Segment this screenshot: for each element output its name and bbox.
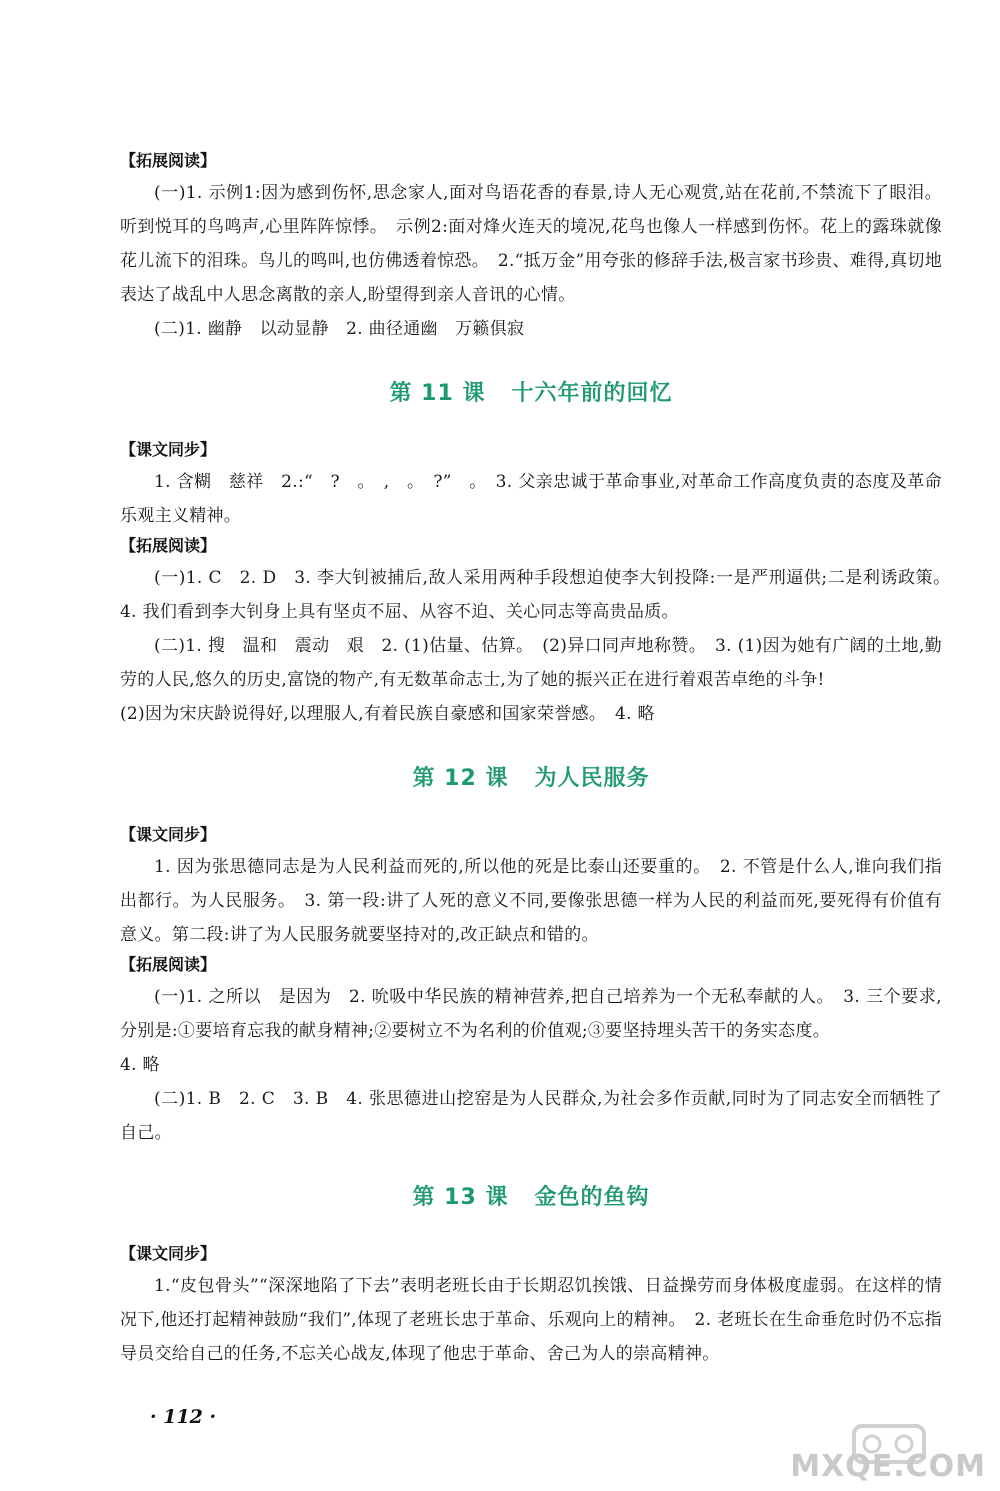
lesson-number: 第 12 课 — [412, 766, 509, 791]
section-tag: 【拓展阅读】 — [120, 536, 217, 555]
lesson-number: 第 11 课 — [389, 381, 486, 406]
paragraph: 1. 因为张思德同志是为人民利益而死的,所以他的死是比泰山还要重的。 2. 不管是什么人,谁向我们指出都行。为人民服务。 3. 第一段:讲了人死的意义不同,要像张思德一样为人民的利益而死,要死得有价值有意义。第二段:讲了为人民服务就要坚持对的,改正缺点和错的。 — [120, 857, 942, 945]
lesson-title: 十六年前的回忆 — [511, 381, 673, 406]
content-column — [120, 148, 960, 1371]
page-number: · 112 · — [150, 1406, 217, 1428]
lesson-number: 第 13 课 — [412, 1185, 509, 1210]
paragraph: (一)1. 之所以 是因为 2. 吮吸中华民族的精神营养,把自己培养为一个无私奉献的人。 3. 三个要求,分别是:①要培育忘我的献身精神;②要树立不为名利的价值观;③要坚持埋头苦干的务实态度。 — [120, 987, 942, 1041]
lesson-title: 金色的鱼钩 — [534, 1185, 650, 1210]
paragraph: 1. 含糊 慈祥 2.:“ ? 。 , 。 ?” 。 3. 父亲忠诚于革命事业,对革命工作高度负责的态度及革命乐观主义精神。 — [120, 472, 942, 526]
paragraph: (一)1. 示例1:因为感到伤怀,思念家人,面对鸟语花香的春景,诗人无心观赏,站在花前,不禁流下了眼泪。听到悦耳的鸟鸣声,心里阵阵惊悸。 示例2:面对烽火连天的境况,花鸟也像人一样感到伤怀。花上的露珠就像花儿流下的泪珠。鸟儿的鸣叫,也仿佛透着惊恐。 2.“抵万金”用夸张的修辞手法,极言家书珍贵、难得,真切地表达了战乱中人思念离散的亲人,盼望得到亲人音讯的心情。 — [120, 183, 942, 305]
paragraph: (一)1. C 2. D 3. 李大钊被捕后,敌人采用两种手段想迫使李大钊投降:一是严刑逼供;二是利诱政策。 4. 我们看到李大钊身上具有坚贞不屈、从容不迫、关心同志等高贵品质。 — [120, 568, 960, 622]
watermark — [790, 1420, 990, 1486]
section-tag: 【拓展阅读】 — [120, 151, 217, 170]
lesson-heading-13 — [120, 1180, 942, 1211]
paragraph: (2)因为宋庆龄说得好,以理服人,有着民族自豪感和国家荣誉感。 4. 略 — [120, 704, 655, 724]
paragraph: (二)1. B 2. C 3. B 4. 张思德进山挖窑是为人民群众,为社会多作贡献,同时为了同志安全而牺牲了自己。 — [120, 1089, 942, 1143]
section-tag: 【课文同步】 — [120, 440, 217, 459]
lesson-heading-12 — [120, 761, 942, 792]
watermark-text: MXQE.COM — [790, 1449, 986, 1484]
paragraph: 4. 略 — [120, 1055, 160, 1075]
paragraph: 1.“皮包骨头”“深深地陷了下去”表明老班长由于长期忍饥挨饿、日益操劳而身体极度虚弱。在这样的情况下,他还打起精神鼓励“我们”,体现了老班长忠于革命、乐观向上的精神。 2. 老班长在生命垂危时仍不忘指导员交给自己的任务,不忘关心战友,体现了他忠于革命、舍己为人的崇高精神。 — [120, 1276, 942, 1364]
lesson-title: 为人民服务 — [534, 766, 650, 791]
section-tag: 【课文同步】 — [120, 825, 217, 844]
lesson-heading-11 — [120, 376, 942, 407]
paragraph: (二)1. 幽静 以动显静 2. 曲径通幽 万籁俱寂 — [154, 319, 525, 339]
section-tag: 【拓展阅读】 — [120, 955, 217, 974]
paragraph: (二)1. 搜 温和 震动 艰 2. (1)估量、估算。 (2)异口同声地称赞。 3. (1)因为她有广阔的土地,勤劳的人民,悠久的历史,富饶的物产,有无数革命志士,为了她的振兴正在进行着艰苦卓绝的斗争! — [120, 636, 942, 690]
section-tag: 【课文同步】 — [120, 1244, 217, 1263]
